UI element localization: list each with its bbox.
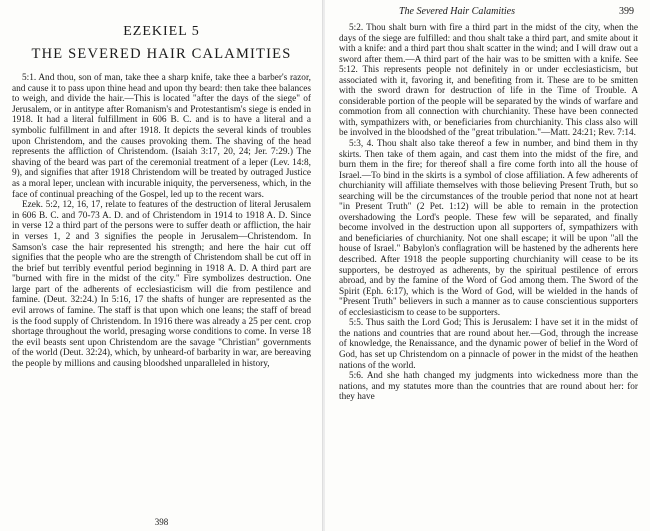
page-number: 398 [154,517,169,527]
page-number: 399 [619,6,634,17]
paragraph: 5:2. Thou shalt burn with fire a third part in the midst of the city, when the days of the siege are fulfilled: and thou shalt take a third part, and smite about it with a knife: and a third part thou shalt scatter in the wind; and I will draw out a sword after them.—A third part of the hair was to be smitten with a knife. See 5:12. This represents people not definitely in or under ecclesiasticism, but associated with it, favoring it, and benefiting from it. These are to be smitten with the sword drawn for destruction of life in the Time of Trouble. A considerable portion of the people will be separated by the winds of warfare and commotion from all connection with churchianity. These have been connected with, sympathizers with, or beneficiaries from churchianity. This class also will be involved in the bloodshed of the "great tribulation."—Matt. 24:21; Rev. 7:14. [339,23,638,139]
paragraph: 5:1. And thou, son of man, take thee a sharp knife, take thee a barber's razor, and cause it to pass upon thine head and upon thy beard: then take thee balances to weigh, and divide the hair.—This is located "after the days of the siege" of Jerusalem, or in antitype after Romanism's and Protestantism's siege is ended in 1918. It had a literal fulfillment in 606 B. C. and is to have a literal and a symbolic fulfillment in and after 1918. It depicts the several kinds of troubles upon Christendom, and the causes provoking them. The shaving of the head represents the affliction of Christendom. (Isaiah 3:17, 20, 24; Jer. 7:29.) The shaving of the beard was part of the ceremonial treatment of a leper (Lev. 14:8, 9), and signifies that after 1918 Christendom will be treated by outraged Justice as a moral leper, unclean with incurable iniquity, the perverseness, which, in the face of continual preaching of the Gospel, led up to the recent wars. [12,73,311,200]
running-title: The Severed Hair Calamities [399,6,516,17]
left-page [0,0,323,531]
paragraph: 5:3, 4. Thou shalt also take thereof a few in number, and bind them in thy skirts. Then take of them again, and cast them into the midst of the fire, and burn them in the fire; for thereof shall a fire come forth into all the house of Israel.—To bind in the skirts is a symbol of close affiliation. A few adherents of churchianity will affiliate themselves with those believing Present Truth, but so searching will be the circumstances of the trouble period that none not at heart "in Present Truth" (2 Pet. 1:12) will be able to remain in the protection overshadowing the Lord's people. These few will be separated, and finally become involved in the destruction upon all supporters of, sympathizers with and beneficiaries of churchianity. Not one shall escape; it will be upon "all the house of Israel." Babylon's conflagration will be hastened by the adherents here described. After 1918 the people supporting churchianity will cease to be its supporters, be destroyed as adherents, by the spiritual pestilence of errors abroad, and by the famine of the Word of God among them. The Sword of the Spirit (Eph. 6:17), which is the Word of God, will be wielded in the hands of "Present Truth" believers in such a manner as to cause conscientious supporters of ecclesiasticism to cease to be supporters. [339,139,638,318]
paragraph: Ezek. 5:2, 12, 16, 17, relate to features of the destruction of literal Jerusalem in 606 B. C. and 70-73 A. D. and of Christendom in 1914 to 1918 A. D. Since in verse 12 a third part of the persons were to suffer death or affliction, the hair in verses 1, 2 and 3 signifies the people in Jerusalem—Christendom. In Samson's case the hair represented his strength; and here the hair cut off signifies that the people who are the strength of Christendom shall be cut off in the brief but terribly eventful period beginning in 1918 A. D. A third part are "burned with fire in the midst of the city." Fire symbolizes destruction. One large part of the adherents of ecclesiasticism will die from pestilence and famine. (Deut. 32:24.) In 5:16, 17 the shafts of hunger are represented as the evil arrows of famine. The staff is that upon which one leans; the staff of bread is the food supply of Christendom. In 1916 there was already a 25 per cent. crop shortage throughout the world, presaging worse conditions to come. In verse 18 the evil beasts sent upon Christendom are the savage "Christian" governments of the world (Deut. 32:24), which, by unheard-of barbarity in war, are bereaving the people by millions and causing bloodshed unparalleled in history, [12,200,311,370]
paragraph: 5:5. Thus saith the Lord God; This is Jerusalem: I have set it in the midst of the nations and countries that are round about her.—God, through the increase of knowledge, the Renaissance, and the dynamic power of belief in the Word of God, has set up Christendom on a pinnacle of power in the midst of the heathen nations of the world. [339,318,638,371]
right-page-body [339,23,638,403]
right-page [325,0,650,531]
paragraph: 5:6. And she hath changed my judgments into wickedness more than the nations, and my statutes more than the countries that are round about her: for they have [339,371,638,403]
running-head [339,6,638,17]
chapter-heading: EZEKIEL 5 [123,24,200,39]
chapter-title: THE SEVERED HAIR CALAMITIES [31,46,292,62]
left-page-body [12,73,311,370]
